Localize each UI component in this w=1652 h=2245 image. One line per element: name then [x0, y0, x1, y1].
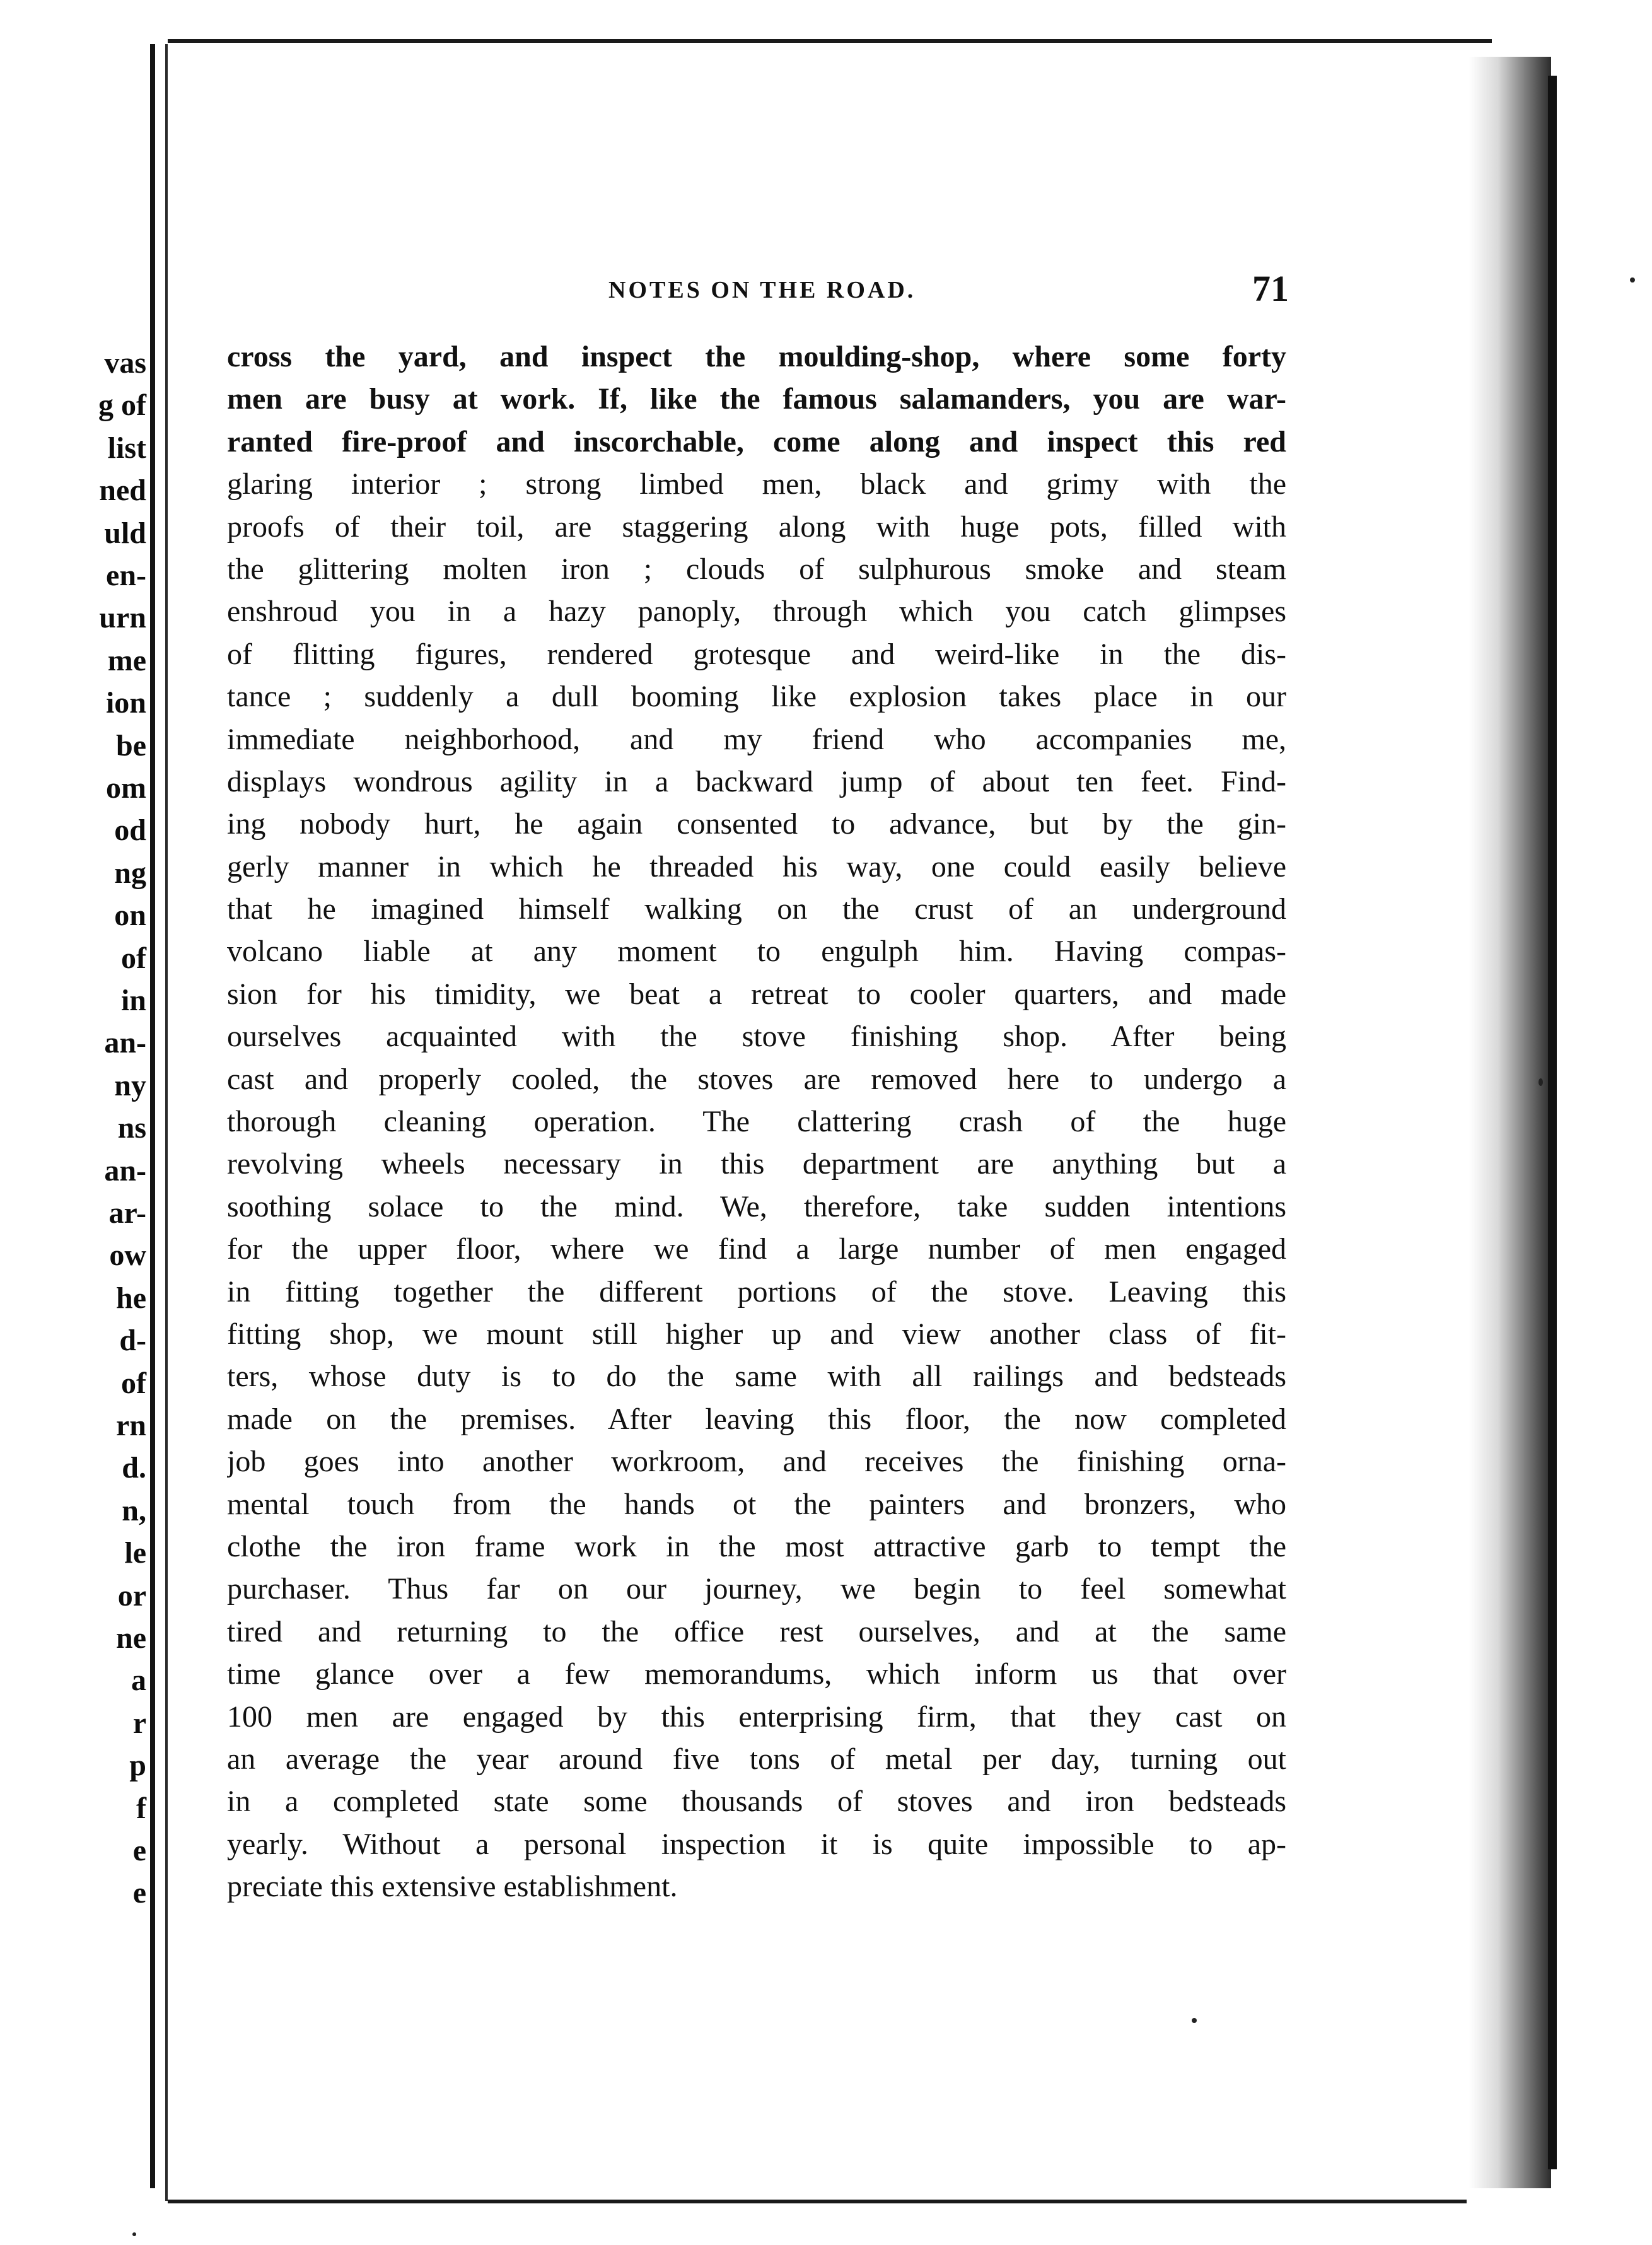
left-page-fragment: p	[129, 1749, 146, 1783]
text-line: ourselves acquainted with the stove finishing shop. After being	[227, 1020, 1286, 1054]
text-line: ters, whose duty is to do the same with all railings and bedsteads	[227, 1360, 1286, 1394]
left-page-fragment: me	[107, 643, 146, 677]
text-line: cross the yard, and inspect the moulding-shop, where some forty	[227, 340, 1286, 373]
gutter-shadow	[150, 44, 155, 2188]
left-page-fragment: of	[121, 1366, 146, 1400]
text-line: sion for his timidity, we beat a retreat to cooler quarters, and made	[227, 977, 1286, 1011]
running-head-title: NOTES ON THE ROAD.	[608, 277, 916, 303]
left-page-fragment: a	[131, 1664, 146, 1698]
left-page-fragment: n,	[122, 1493, 146, 1527]
text-line: mental touch from the hands ot the painters and bronzers, who	[227, 1487, 1286, 1521]
left-page-fragment: e	[132, 1876, 146, 1910]
left-page-fragment: d.	[122, 1451, 146, 1485]
text-line: in a completed state some thousands of stoves and iron bedsteads	[227, 1785, 1286, 1819]
left-page-fragment: g of	[98, 388, 146, 423]
text-line: job goes into another workroom, and receives the finishing orna-	[227, 1445, 1286, 1479]
left-page-fragment: ny	[114, 1068, 146, 1102]
text-line: for the upper floor, where we find a large number of men engaged	[227, 1232, 1286, 1266]
left-page-fragment: he	[116, 1281, 146, 1315]
left-page-fragment: vas	[104, 346, 146, 380]
left-page-fragment: ne	[116, 1621, 146, 1655]
left-page-fragment: ns	[117, 1111, 146, 1145]
text-line: volcano liable at any moment to engulph him. Having compas-	[227, 935, 1286, 969]
left-page-fragment: om	[106, 771, 146, 805]
left-facing-page-fragment	[0, 0, 158, 2245]
left-page-fragment: urn	[99, 601, 146, 635]
left-page-fragment: an-	[104, 1026, 146, 1060]
running-head	[227, 265, 1289, 322]
text-line: made on the premises. After leaving this floor, the now completed	[227, 1402, 1286, 1436]
left-page-fragment: f	[136, 1791, 146, 1825]
text-line: tance ; suddenly a dull booming like explosion takes place in our	[227, 680, 1286, 714]
text-line: time glance over a few memorandums, which inform us that over	[227, 1657, 1286, 1691]
left-page-fragment: or	[117, 1578, 146, 1612]
page-stack-shadow	[1469, 57, 1551, 2188]
left-page-fragment: d-	[119, 1324, 146, 1358]
text-line: gerly manner in which he threaded his way, one could easily believe	[227, 849, 1286, 883]
text-line: cast and properly cooled, the stoves are removed here to undergo a	[227, 1062, 1286, 1096]
left-page-fragment: rn	[116, 1409, 146, 1442]
text-line: enshroud you in a hazy panoply, through which you catch glimpses	[227, 595, 1286, 629]
text-line: 100 men are engaged by this enterprising firm, that they cast on	[227, 1700, 1286, 1734]
text-line: immediate neighborhood, and my friend who accompanies me,	[227, 722, 1286, 756]
text-line: of flitting figures, rendered grotesque and weird-like in the dis-	[227, 637, 1286, 671]
text-line: an average the year around five tons of metal per day, turning out	[227, 1742, 1286, 1776]
left-page-fragment: r	[132, 1706, 146, 1740]
left-page-fragment: ion	[105, 686, 146, 720]
text-line: that he imagined himself walking on the crust of an underground	[227, 892, 1286, 926]
left-page-fragment: of	[121, 941, 146, 975]
left-page-fragment: le	[124, 1536, 146, 1570]
left-page-fragment: od	[114, 813, 146, 848]
page-stack-edge	[1548, 76, 1557, 2169]
text-line: the glittering molten iron ; clouds of sulphurous smoke and steam	[227, 552, 1286, 586]
text-line: men are busy at work. If, like the famous salamanders, you are war-	[227, 382, 1286, 416]
left-page-fragment: an-	[104, 1153, 146, 1187]
text-line: glaring interior ; strong limbed men, black and grimy with the	[227, 467, 1286, 501]
text-line: yearly. Without a personal inspection it is quite impossible to ap-	[227, 1827, 1286, 1861]
text-line: purchaser. Thus far on our journey, we begin to feel somewhat	[227, 1572, 1286, 1606]
left-page-fragment: ow	[109, 1239, 146, 1273]
text-line: ranted fire-proof and inscorchable, come along and inspect this red	[227, 424, 1286, 458]
text-line: soothing solace to the mind. We, therefore, take sudden intentions	[227, 1189, 1286, 1223]
text-line: preciate this extensive establishment.	[227, 1870, 678, 1904]
body-text	[227, 335, 1286, 1908]
text-line: displays wondrous agility in a backward jump of about ten feet. Find-	[227, 764, 1286, 798]
left-page-fragment: ar-	[108, 1196, 146, 1230]
left-page-fragment: be	[116, 728, 146, 762]
text-line: tired and returning to the office rest ourselves, and at the same	[227, 1614, 1286, 1648]
text-line: in fitting together the different portions of the stove. Leaving this	[227, 1274, 1286, 1309]
text-line: thorough cleaning operation. The clattering crash of the huge	[227, 1105, 1286, 1139]
text-line: clothe the iron frame work in the most attractive garb to tempt the	[227, 1529, 1286, 1563]
left-page-fragment: en-	[106, 559, 146, 592]
scan-speck	[1630, 277, 1635, 283]
page-top-edge	[168, 39, 1492, 43]
scan-speck	[1539, 1078, 1543, 1086]
left-page-fragment: in	[120, 984, 146, 1017]
left-page-fragment: on	[114, 899, 146, 933]
text-line: proofs of their toil, are staggering along with huge pots, filled with	[227, 510, 1286, 544]
book-page	[227, 265, 1289, 1908]
page-left-edge	[165, 44, 168, 2201]
text-line: fitting shop, we mount still higher up and view another class of fit-	[227, 1317, 1286, 1351]
page-bottom-edge	[168, 2200, 1467, 2203]
left-page-fragment: uld	[104, 516, 146, 550]
left-page-fragment: ng	[114, 856, 146, 890]
scan-speck	[1192, 2018, 1197, 2023]
text-line: revolving wheels necessary in this department are anything but a	[227, 1147, 1286, 1181]
left-page-fragment: ned	[99, 474, 146, 508]
scan-speck	[132, 2232, 136, 2236]
text-line: ing nobody hurt, he again consented to advance, but by the gin-	[227, 807, 1286, 841]
page-number: 71	[1252, 268, 1289, 309]
left-page-fragment: e	[132, 1834, 146, 1867]
left-page-fragment: list	[107, 431, 146, 465]
